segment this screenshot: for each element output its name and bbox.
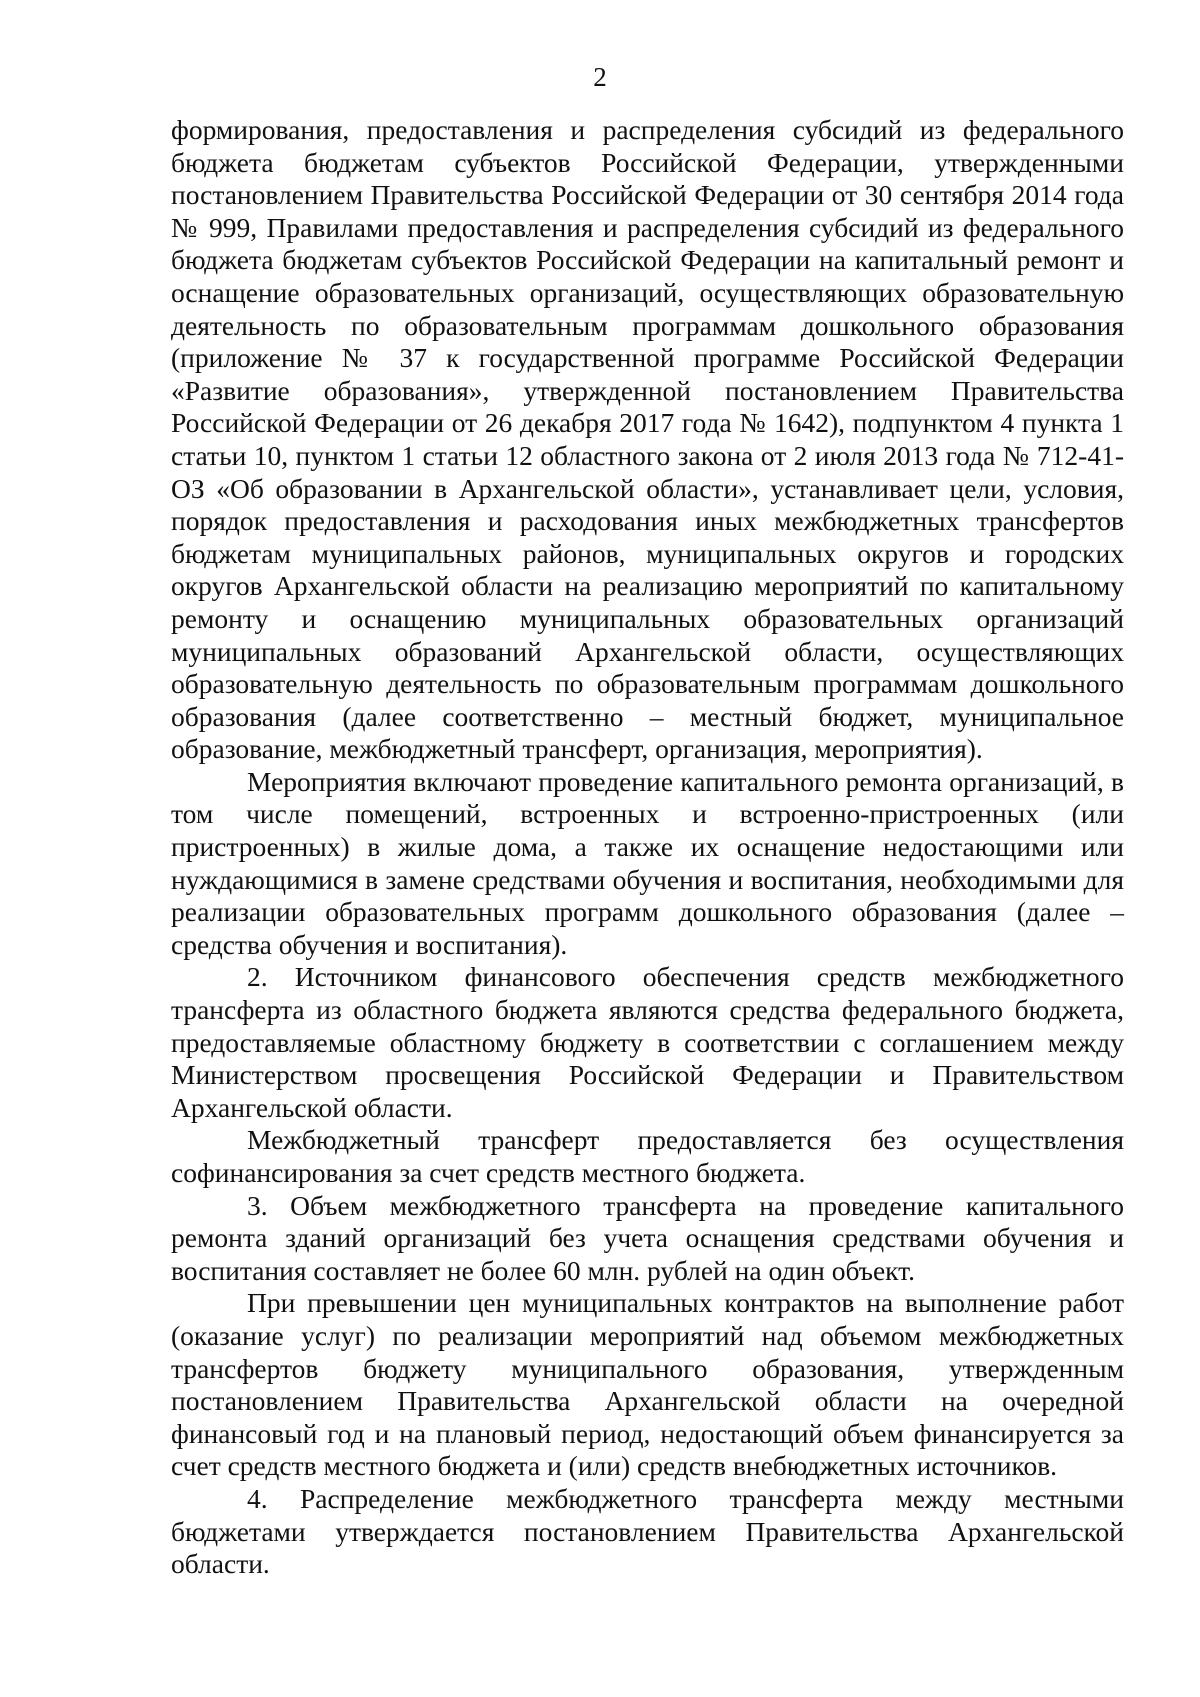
paragraph-item-4: 4. Распределение межбюджетного трансферта между местными бюджетами утверждается постановлением Правительства Архангельской области. bbox=[171, 1482, 1124, 1580]
paragraph-price-excess: При превышении цен муниципальных контрактов на выполнение работ (оказание услуг) по реализации мероприятий над объемом межбюджетных трансфертов бюджету муниципального образования, утвержденным постановлением Правительства Архангельской области на очередной финансовый год и на плановый период, недостающий объем финансируется за счет средств местного бюджета и (или) средств внебюджетных источников. bbox=[171, 1287, 1124, 1482]
document-body bbox=[171, 114, 1124, 1581]
paragraph-item-3: 3. Объем межбюджетного трансферта на проведение капитального ремонта зданий организаций без учета оснащения средствами обучения и воспитания составляет не более 60 млн. рублей на один объект. bbox=[171, 1189, 1124, 1286]
paragraph-item-2: 2. Источником финансового обеспечения средств межбюджетного трансферта из областного бюджета являются средства федерального бюджета, предоставляемые областному бюджету в соответствии с соглашением между Министерством просвещения Российской Федерации и Правительством Архангельской области. bbox=[171, 961, 1124, 1123]
paragraph-no-cofinancing: Межбюджетный трансферт предоставляется без осуществления софинансирования за счет средств местного бюджета. bbox=[171, 1124, 1124, 1188]
paragraph-activities: Мероприятия включают проведение капитального ремонта организаций, в том числе помещений, встроенных и встроенно-пристроенных (или пристроенных) в жилые дома, а также их оснащение недостающими или нуждающимися в замене средствами обучения и воспитания, необходимыми для реализации образовательных программ дошкольного образования (далее – средства обучения и воспитания). bbox=[171, 765, 1124, 960]
page-number: 2 bbox=[593, 62, 607, 92]
paragraph-continuation: формирования, предоставления и распределения субсидий из федерального бюджета бюджетам субъектов Российской Федерации, утвержденными постановлением Правительства Российской Федерации от 30 сентября 2014 года № 999, Правилами предоставления и распределения субсидий из федерального бюджета бюджетам субъектов Российской Федерации на капитальный ремонт и оснащение образовательных организаций, осуществляющих образовательную деятельность по образовательным программам дошкольного образования (приложение № 37 к государственной программе Российской Федерации «Развитие образования», утвержденной постановлением Правительства Российской Федерации от 26 декабря 2017 года № 1642), подпунктом 4 пункта 1 статьи 10, пунктом 1 статьи 12 областного закона от 2 июля 2013 года № 712-41-ОЗ «Об образовании в Архангельской области», устанавливает цели, условия, порядок предоставления и расходования иных межбюджетных трансфертов бюджетам муниципальных районов, муниципальных округов и городских округов Архангельской области на реализацию мероприятий по капитальному ремонту и оснащению муниципальных образовательных организаций муниципальных образований Архангельской области, осуществляющих образовательную деятельность по образовательным программам дошкольного образования (далее соответственно – местный бюджет, муниципальное образование, межбюджетный трансферт, организация, мероприятия). bbox=[171, 114, 1124, 765]
